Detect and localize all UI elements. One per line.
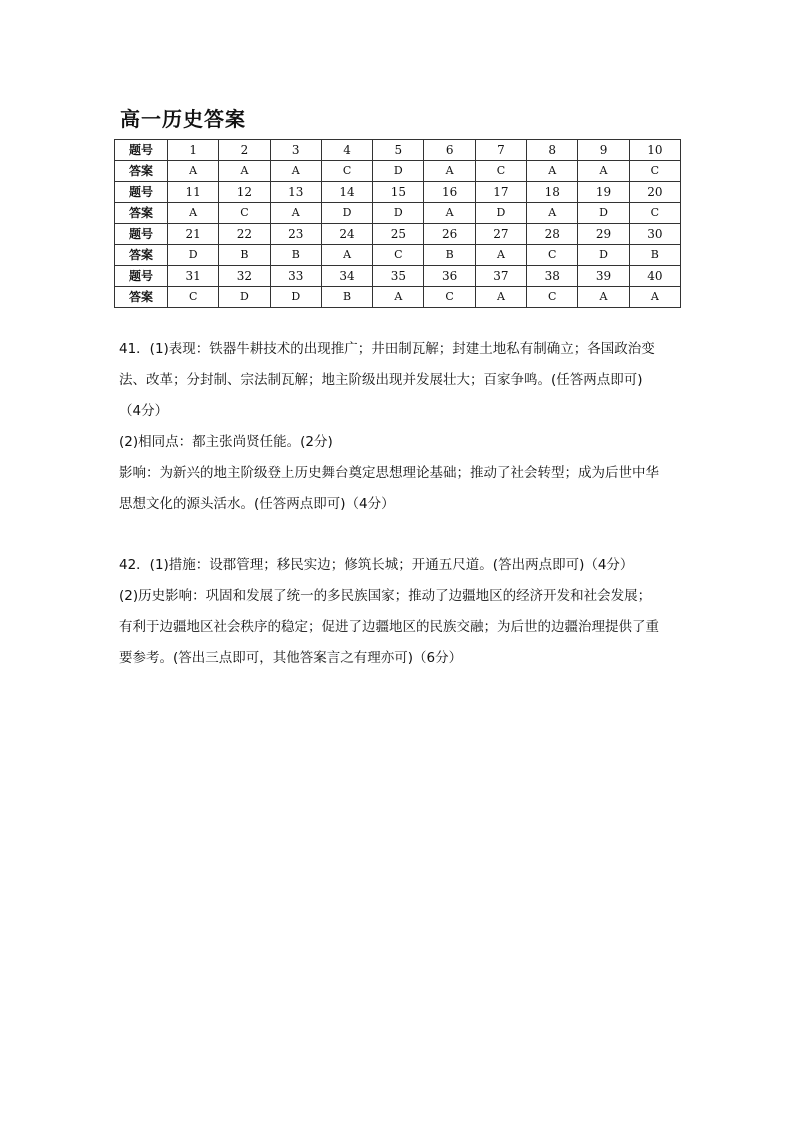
question-number-cell: 25 [373,224,424,245]
answer-cell: C [629,203,680,224]
answer-row [115,161,681,182]
question-number-row [115,224,681,245]
row-label: 答案 [115,203,168,224]
question-number-cell: 2 [219,140,270,161]
question-41-answer [119,334,679,520]
answer-line: (2)相同点：都主张尚贤任能。(2分) [119,434,333,450]
answer-line: 要参考。(答出三点即可，其他答案言之有理亦可)（6分） [119,650,463,666]
answer-cell: D [373,161,424,182]
row-label: 题号 [115,140,168,161]
answer-line: 有利于边疆地区社会秩序的稳定；促进了边疆地区的民族交融；为后世的边疆治理提供了重 [119,619,659,635]
answer-cell: C [527,245,578,266]
answer-line: (2)历史影响：巩固和发展了统一的多民族国家；推动了边疆地区的经济开发和社会发展； [119,588,652,604]
question-42-answer [119,550,679,674]
question-number-cell: 21 [168,224,219,245]
answer-row [115,203,681,224]
question-number-cell: 35 [373,266,424,287]
answer-cell: A [424,161,475,182]
answer-line: 影响：为新兴的地主阶级登上历史舞台奠定思想理论基础；推动了社会转型；成为后世中华 [119,465,659,481]
question-number-cell: 7 [475,140,526,161]
answer-row [115,287,681,308]
answer-cell: C [219,203,270,224]
answer-cell: D [578,203,629,224]
question-number-cell: 30 [629,224,680,245]
question-number-row [115,140,681,161]
answer-cell: C [527,287,578,308]
answer-cell: D [168,245,219,266]
question-number-cell: 37 [475,266,526,287]
row-label: 题号 [115,182,168,203]
answer-cell: B [629,245,680,266]
row-label: 题号 [115,266,168,287]
question-number-cell: 13 [270,182,321,203]
question-number-cell: 38 [527,266,578,287]
question-number-cell: 39 [578,266,629,287]
answer-cell: B [424,245,475,266]
answer-cell: B [219,245,270,266]
question-number-cell: 32 [219,266,270,287]
answer-cell: C [373,245,424,266]
answer-cell: B [270,245,321,266]
question-number-cell: 17 [475,182,526,203]
answer-cell: A [270,161,321,182]
answer-line: （4分） [119,403,169,419]
answer-cell: D [270,287,321,308]
question-number-cell: 24 [321,224,372,245]
answer-cell: A [527,203,578,224]
answer-cell: C [321,161,372,182]
question-number-cell: 9 [578,140,629,161]
answer-cell: D [475,203,526,224]
answer-cell: D [321,203,372,224]
question-number-row [115,182,681,203]
question-number-row [115,266,681,287]
question-number-cell: 40 [629,266,680,287]
question-number-cell: 22 [219,224,270,245]
answer-cell: A [270,203,321,224]
answer-line: 41．(1)表现：铁器牛耕技术的出现推广；井田制瓦解；封建土地私有制确立；各国政治变 [119,341,655,357]
question-number-cell: 34 [321,266,372,287]
page-title: 高一历史答案 [120,107,246,131]
answer-cell: A [219,161,270,182]
question-number-cell: 27 [475,224,526,245]
answer-cell: A [321,245,372,266]
question-number-cell: 6 [424,140,475,161]
answer-cell: A [578,287,629,308]
answer-cell: D [219,287,270,308]
answer-cell: A [527,161,578,182]
question-number-cell: 11 [168,182,219,203]
question-number-cell: 19 [578,182,629,203]
answer-cell: A [578,161,629,182]
question-number-cell: 4 [321,140,372,161]
answer-cell: D [373,203,424,224]
answer-cell: C [475,161,526,182]
question-number-cell: 14 [321,182,372,203]
answer-cell: A [424,203,475,224]
row-label: 答案 [115,287,168,308]
answer-cell: A [475,245,526,266]
question-number-cell: 12 [219,182,270,203]
question-number-cell: 18 [527,182,578,203]
question-number-cell: 20 [629,182,680,203]
answer-cell: D [578,245,629,266]
answer-cell: A [373,287,424,308]
question-number-cell: 31 [168,266,219,287]
question-number-cell: 8 [527,140,578,161]
question-number-cell: 26 [424,224,475,245]
answer-cell: A [168,203,219,224]
answer-line: 42．(1)措施：设郡管理；移民实边；修筑长城；开通五尺道。(答出两点即可)（4分） [119,557,634,573]
answer-cell: B [321,287,372,308]
question-number-cell: 1 [168,140,219,161]
question-number-cell: 10 [629,140,680,161]
question-number-cell: 15 [373,182,424,203]
answer-cell: A [168,161,219,182]
row-label: 答案 [115,245,168,266]
answer-cell: C [629,161,680,182]
answer-line: 法、改革；分封制、宗法制瓦解；地主阶级出现并发展壮大；百家争鸣。(任答两点即可) [119,372,643,388]
question-number-cell: 29 [578,224,629,245]
answer-cell: C [424,287,475,308]
row-label: 答案 [115,161,168,182]
answer-cell: A [629,287,680,308]
question-number-cell: 33 [270,266,321,287]
question-number-cell: 28 [527,224,578,245]
answer-row [115,245,681,266]
answer-line: 思想文化的源头活水。(任答两点即可)（4分） [119,496,395,512]
question-number-cell: 3 [270,140,321,161]
question-number-cell: 36 [424,266,475,287]
answer-cell: A [475,287,526,308]
answer-cell: C [168,287,219,308]
question-number-cell: 23 [270,224,321,245]
question-number-cell: 16 [424,182,475,203]
question-number-cell: 5 [373,140,424,161]
answer-table [114,139,681,308]
row-label: 题号 [115,224,168,245]
